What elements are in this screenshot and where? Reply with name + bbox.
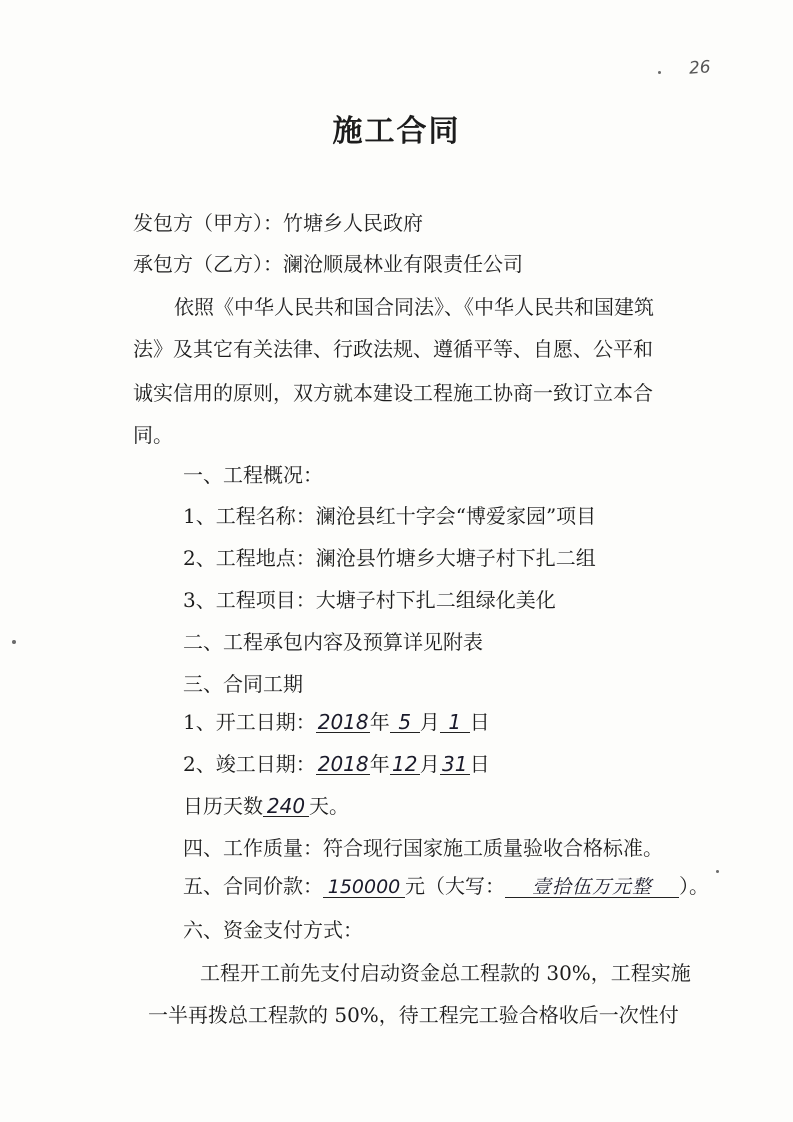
intro-line: 依照《中华人民共和国合同法》、《中华人民共和国建筑 <box>174 295 654 319</box>
party-a-line <box>133 213 423 233</box>
calendar-days-handwritten: 240 <box>263 796 309 817</box>
start-month-handwritten: 5 <box>390 712 420 733</box>
document-title: 施工合同 <box>332 114 461 149</box>
quality-clause: 四、工作质量：符合现行国家施工质量验收合格标准。 <box>183 836 663 860</box>
year-char: 年 <box>369 752 390 776</box>
scan-speck <box>658 71 661 74</box>
intro-line: 法》及其它有关法律、行政法规、遵循平等、自愿、公平和 <box>133 337 653 361</box>
end-date-line <box>183 754 490 775</box>
party-b-line <box>133 254 523 274</box>
party-a-value: 竹塘乡人民政府 <box>283 211 423 235</box>
calendar-days-unit: 天。 <box>309 794 349 818</box>
intro-line: 同。 <box>133 423 173 447</box>
project-location: 2、工程地点：澜沧县竹塘乡大塘子村下扎二组 <box>183 546 596 570</box>
start-date-line <box>183 712 490 733</box>
price-end: ）。 <box>679 874 709 898</box>
party-a-label: 发包方（甲方）： <box>133 211 283 235</box>
party-b-value: 澜沧顺晟林业有限责任公司 <box>283 252 523 276</box>
day-char: 日 <box>469 752 490 776</box>
section-heading: 三、合同工期 <box>183 672 303 696</box>
price-line <box>183 876 709 898</box>
section-heading: 六、资金支付方式： <box>183 918 363 942</box>
end-day-handwritten: 31 <box>440 754 470 775</box>
day-char: 日 <box>469 710 490 734</box>
page-number: 26 <box>688 57 712 79</box>
end-year-handwritten: 2018 <box>317 752 369 776</box>
price-mid: 元（大写： <box>405 874 505 898</box>
start-day-handwritten: 1 <box>440 712 470 733</box>
payment-line: 工程开工前先支付启动资金总工程款的 30%，工程实施 <box>200 961 691 985</box>
party-b-label: 承包方（乙方）： <box>133 252 283 276</box>
month-char: 月 <box>419 752 440 776</box>
end-date-label: 2、竣工日期： <box>183 752 316 776</box>
start-date-label: 1、开工日期： <box>183 710 316 734</box>
year-char: 年 <box>369 710 390 734</box>
calendar-days-label: 日历天数 <box>183 794 263 818</box>
project-name: 1、工程名称：澜沧县红十字会“博爱家园”项目 <box>183 504 597 528</box>
payment-line: 一半再拨总工程款的 50%，待工程完工验合格收后一次性付 <box>148 1003 679 1027</box>
calendar-days-line <box>183 796 349 817</box>
end-month-handwritten: 12 <box>390 754 420 775</box>
scan-speck <box>12 640 16 644</box>
section-heading: 一、工程概况： <box>183 463 323 487</box>
month-char: 月 <box>419 710 440 734</box>
section-heading: 二、工程承包内容及预算详见附表 <box>183 630 483 654</box>
price-words-handwritten: 壹拾伍万元整 <box>505 878 679 898</box>
price-label: 五、合同价款： <box>183 874 323 898</box>
price-amount-handwritten: 150000 <box>323 878 405 898</box>
start-year-handwritten: 2018 <box>317 710 369 734</box>
intro-line: 诚实信用的原则，双方就本建设工程施工协商一致订立本合 <box>133 381 653 405</box>
project-item: 3、工程项目：大塘子村下扎二组绿化美化 <box>183 588 556 612</box>
scan-speck <box>716 870 719 873</box>
